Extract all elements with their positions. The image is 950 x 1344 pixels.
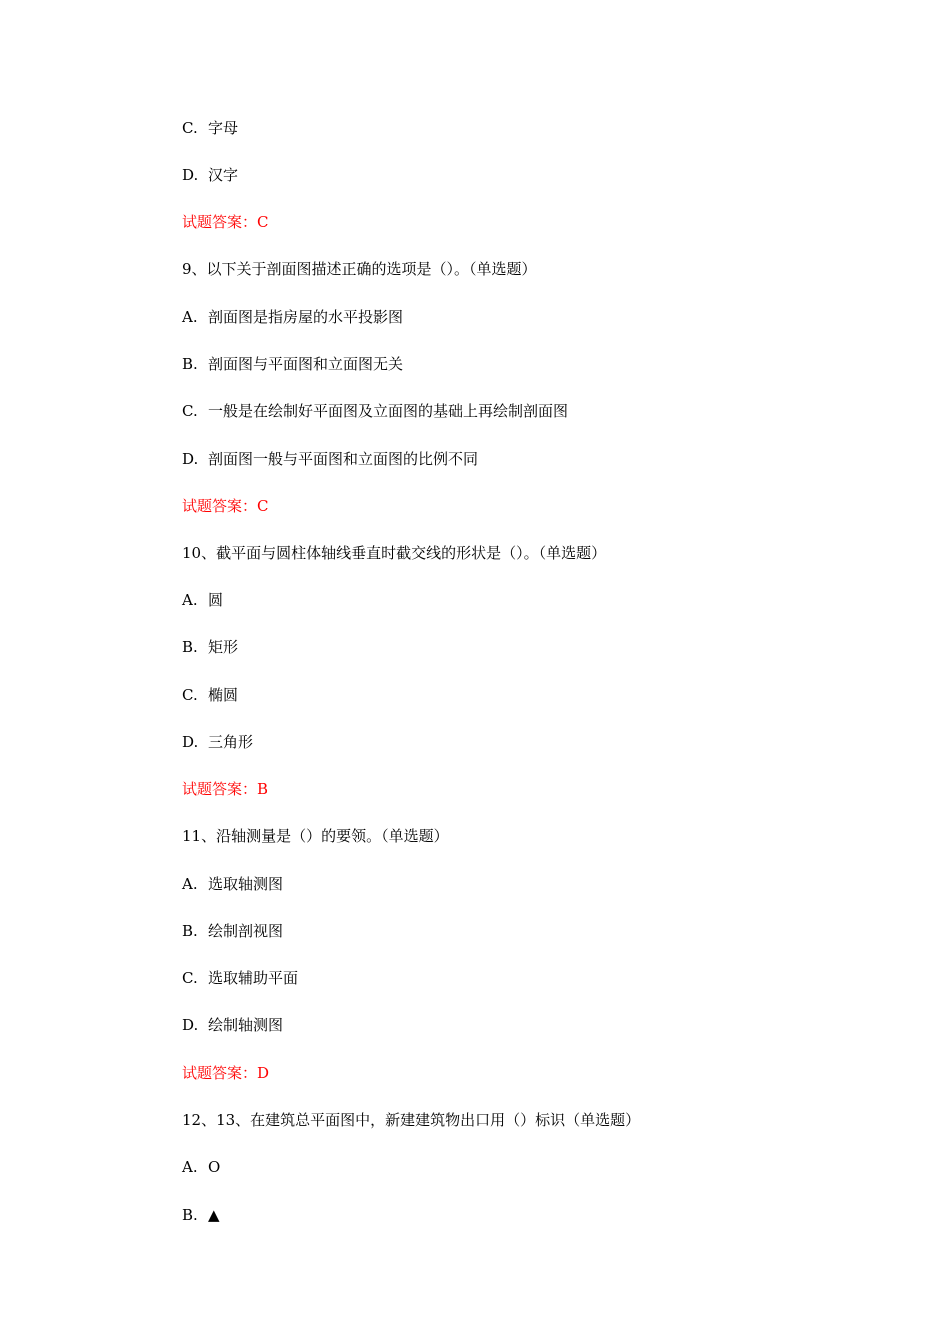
option-letter: A. [182,1158,198,1176]
question-9: 9、以下关于剖面图描述正确的选项是（）。（单选题） [182,260,537,278]
option-b-q9 [182,354,403,374]
option-text: 剖面图是指房屋的水平投影图 [208,308,404,326]
option-letter: C. [182,969,198,987]
option-c-q10 [182,685,238,705]
option-letter: A. [182,308,198,326]
option-text: 剖面图一般与平面图和立面图的比例不同 [208,450,479,468]
option-a-q11 [182,874,283,894]
option-text: 剖面图与平面图和立面图无关 [208,355,404,373]
option-letter: D. [182,166,199,184]
option-text: 三角形 [208,733,254,751]
option-letter: C. [182,402,198,420]
option-a-q12 [182,1157,220,1177]
option-text: 汉字 [208,166,239,184]
option-letter: B. [182,355,198,373]
question-12: 12、13、在建筑总平面图中，新建建筑物出口用（）标识（单选题） [182,1111,641,1129]
option-letter: B. [182,1206,198,1224]
option-text: 一般是在绘制好平面图及立面图的基础上再绘制剖面图 [208,402,569,420]
option-d-q10 [182,732,253,752]
option-letter: A. [182,875,198,893]
option-letter: C. [182,119,198,137]
answer-q9: 试题答案：C [182,497,269,515]
option-text: 字母 [208,119,239,137]
answer-q8: 试题答案：C [182,213,269,231]
option-b-q11 [182,921,283,941]
option-letter: D. [182,450,199,468]
option-d-q11 [182,1015,283,1035]
option-d-q8 [182,165,238,185]
question-10: 10、截平面与圆柱体轴线垂直时截交线的形状是（）。（单选题） [182,544,607,562]
option-text: 选取辅助平面 [208,969,299,987]
option-letter: C. [182,686,198,704]
option-letter: D. [182,733,199,751]
option-b-q10 [182,637,238,657]
option-text: O [208,1158,221,1176]
option-a-q9 [182,307,403,327]
answer-q10: 试题答案：B [182,780,269,798]
option-d-q9 [182,449,478,469]
option-letter: B. [182,638,198,656]
option-c-q9 [182,401,568,421]
option-letter: D. [182,1016,199,1034]
option-text: 椭圆 [208,686,239,704]
option-text: 绘制剖视图 [208,922,284,940]
option-c-q11 [182,968,298,988]
option-letter: A. [182,591,198,609]
option-letter: B. [182,922,198,940]
option-text: 选取轴测图 [208,875,284,893]
answer-q11: 试题答案：D [182,1064,270,1082]
question-11: 11、沿轴测量是（）的要领。（单选题） [182,827,449,845]
triangle-icon: ▲ [208,1206,220,1224]
option-a-q10 [182,590,223,610]
option-text: 圆 [208,591,224,609]
option-b-q12 [182,1205,220,1225]
option-text: 矩形 [208,638,239,656]
option-text: 绘制轴测图 [208,1016,284,1034]
option-c-q8 [182,118,238,138]
